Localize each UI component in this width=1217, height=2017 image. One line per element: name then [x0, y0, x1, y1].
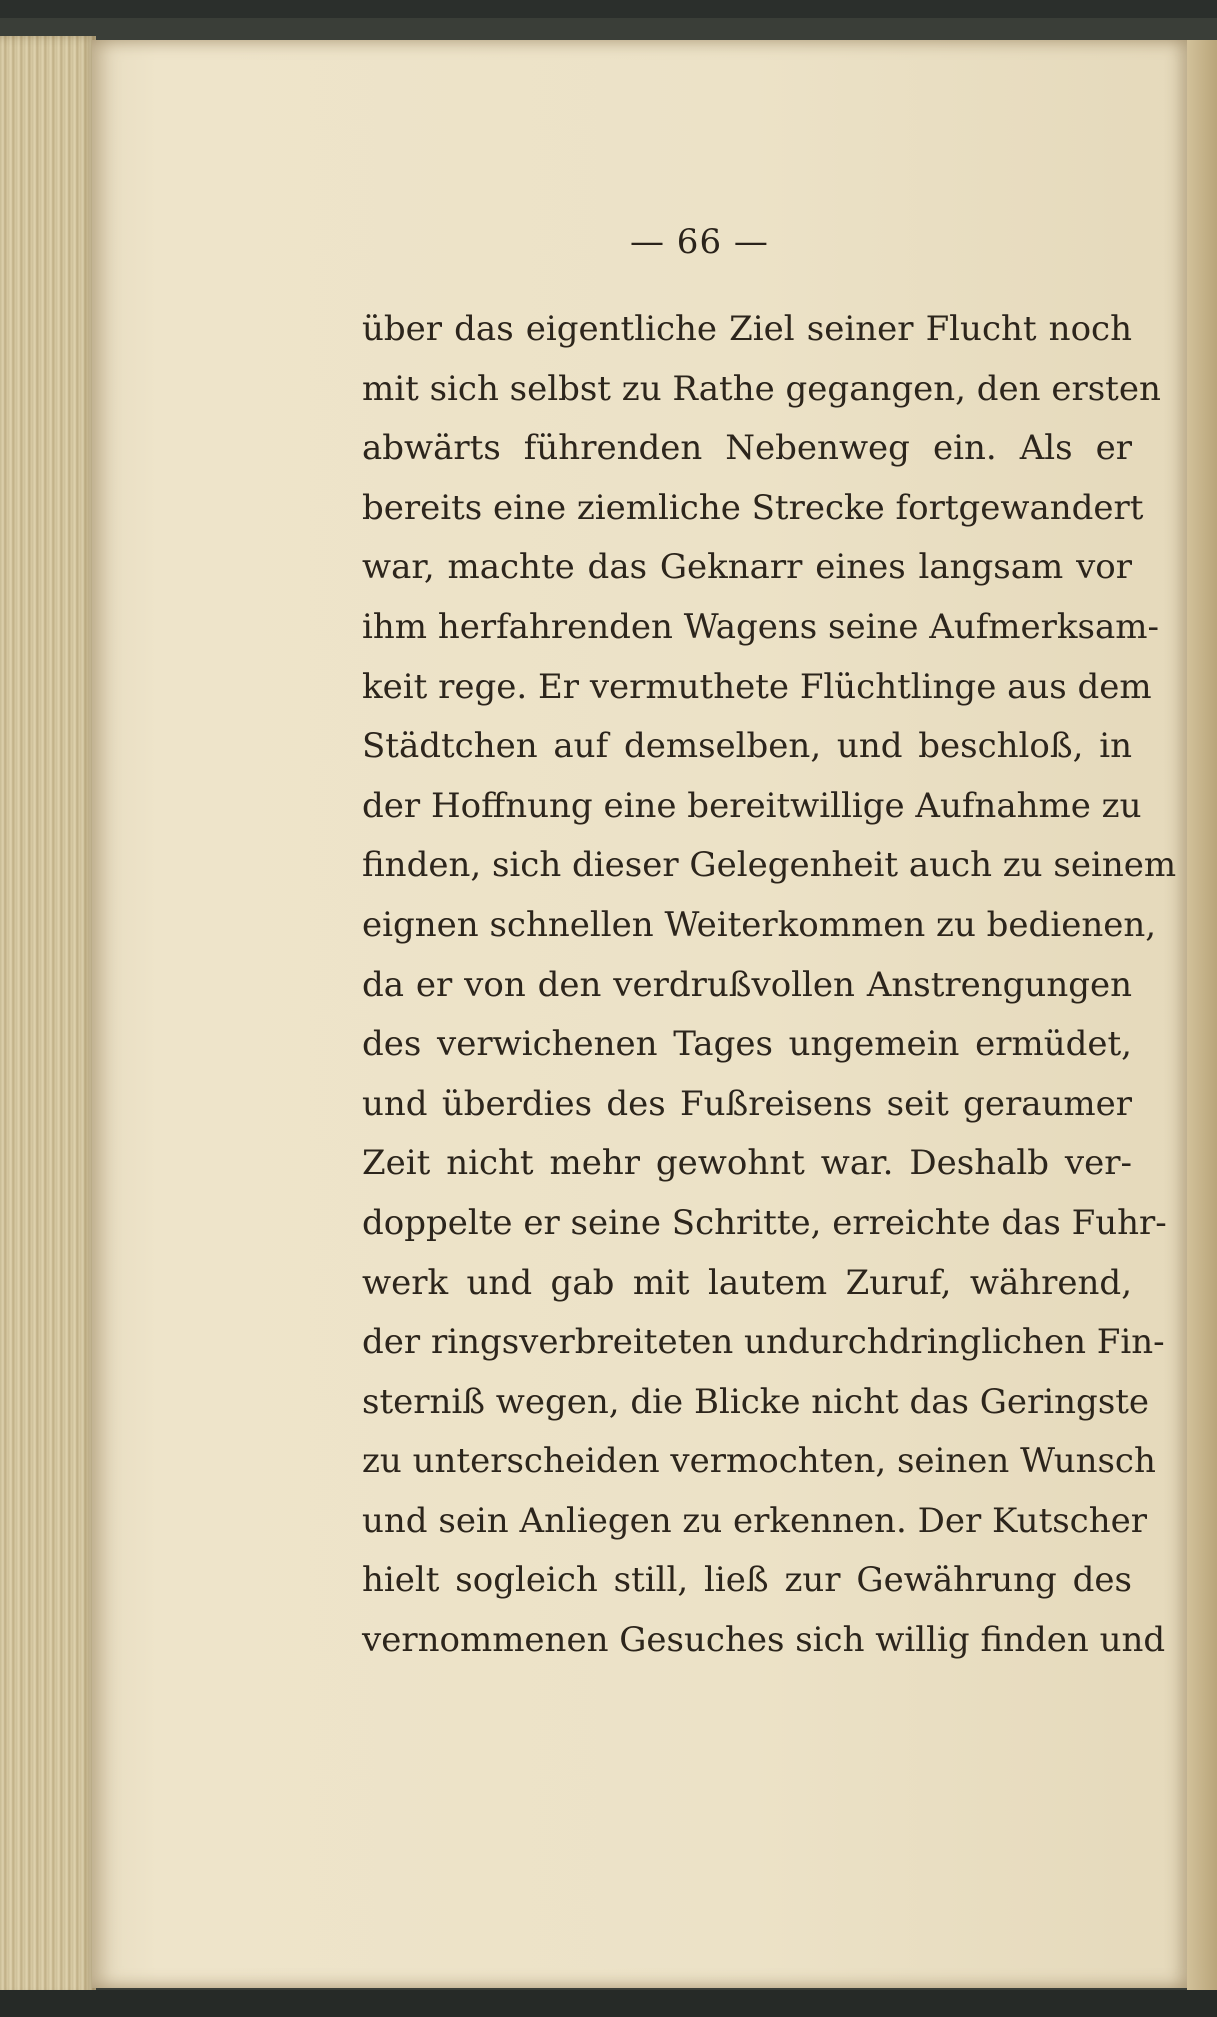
text-line: abwärts führenden Nebenweg ein. Als er: [362, 428, 1132, 469]
text-line: und überdies des Fußreisens seit geraumer: [362, 1083, 1132, 1124]
body-text: [362, 300, 1177, 1671]
text-line: mit sich selbst zu Rathe gegangen, den ersten: [362, 368, 1161, 409]
text-line: bereits eine ziemliche Strecke fortgewandert: [362, 487, 1144, 528]
text-line: des verwichenen Tages ungemein ermüdet,: [362, 1024, 1132, 1065]
text-line: vernommenen Gesuches sich willig finden und: [362, 1620, 1166, 1661]
text-line: ihm herfahrenden Wagens seine Aufmerksam-: [362, 606, 1159, 647]
text-line: finden, sich dieser Gelegenheit auch zu seinem: [362, 845, 1177, 886]
text-line: der ringsverbreiteten undurchdringlichen Fin-: [362, 1322, 1165, 1363]
text-line: zu unterscheiden vermochten, seinen Wunsch: [362, 1441, 1156, 1482]
text-line: der Hoffnung eine bereitwillige Aufnahme zu: [362, 785, 1142, 826]
text-line: war, machte das Geknarr eines langsam vor: [362, 547, 1132, 588]
page-right-edge: [1187, 40, 1217, 1990]
page-number: — 66 —: [630, 222, 769, 262]
bottom-cover-band: [0, 1990, 1217, 2017]
text-line: keit rege. Er vermuthete Flüchtlinge aus dem: [362, 666, 1152, 707]
text-line: und sein Anliegen zu erkennen. Der Kutscher: [362, 1500, 1147, 1541]
text-line: Städtchen auf demselben, und beschloß, in: [362, 726, 1132, 767]
text-line: werk und gab mit lautem Zuruf, während,: [362, 1262, 1132, 1303]
text-line: über das eigentliche Ziel seiner Flucht noch: [362, 309, 1132, 349]
text-line: sterniß wegen, die Blicke nicht das Geringste: [362, 1381, 1150, 1422]
text-line: da er von den verdrußvollen Anstrengungen: [362, 964, 1132, 1005]
text-line: doppelte er seine Schritte, erreichte das Fuhr-: [362, 1202, 1167, 1243]
text-line: hielt sogleich still, ließ zur Gewährung des: [362, 1560, 1132, 1601]
text-line: Zeit nicht mehr gewohnt war. Deshalb ver-: [362, 1143, 1132, 1184]
page-stack-left-edge: [0, 36, 96, 1998]
text-line: eignen schnellen Weiterkommen zu bedienen,: [362, 904, 1157, 945]
